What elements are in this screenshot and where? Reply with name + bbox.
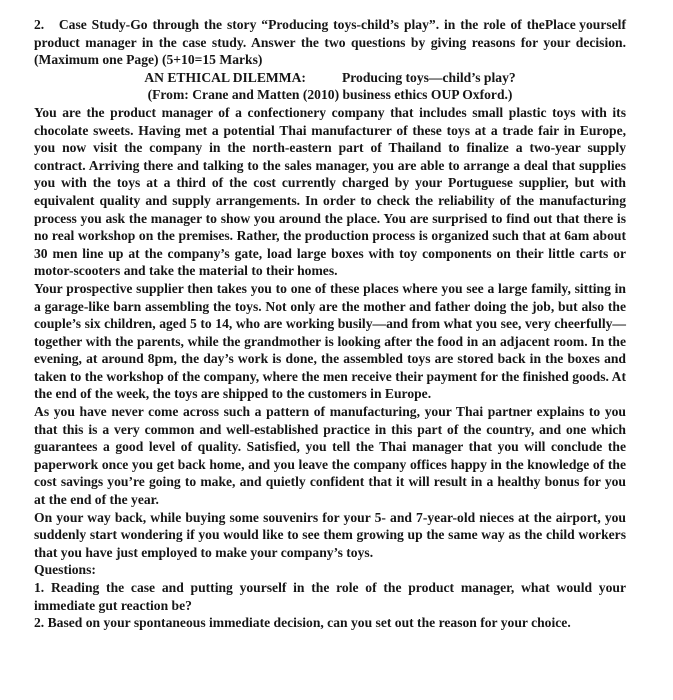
assignment-header [34, 16, 626, 69]
case-paragraph-2: Your prospective supplier then takes you to one of these places where you see a large family, sitting in a garage-like barn assembling the toys. Not only are the mother and father doing the job, but also the couple’s six children, aged 5 to 14, who are working busily—and from what you see, very cheerfully—together with the parents, while the grandmother is looking after the food in an adjacent room. In the evening, at around 8pm, the day’s work is done, the assembled toys are stored back in the boxes and taken to the workshop of the company, where the men receive their payment for the finished goods. At the end of the week, the toys are shipped to the customers in Europe. [34, 280, 626, 402]
case-source: (From: Crane and Matten (2010) business ethics OUP Oxford.) [147, 87, 513, 103]
assignment-instruction: in the role of the product manager in the case study. Answer the two questions by giving reasons for your decision. (Maximum one Page) (5+10=15 Marks) [34, 17, 626, 68]
case-title: Producing toys—child’s play? [341, 69, 516, 85]
case-label: AN ETHICAL DILEMMA: [144, 69, 306, 85]
case-paragraph-1: You are the product manager of a confectionery company that includes small plastic toys with its chocolate sweets. Having met a potential Thai manufacturer of these toys at a trade fair in Europe, you now visit the company in the north-eastern part of Thailand to finalize a two-year supply contract. Arriving there and talking to the sales manager, you are able to arrange a deal that supplies you with the toys at a third of the cost currently charged by your Portuguese supplier, but with equivalent quality and supply arrangements. In order to check the reliability of the manufacturing process you ask the manager to show you around the place. You are surprised to find out that there is no real workshop on the premises. Rather, the production process is organized such that at 6am about 30 men line up at the company’s gate, load large boxes with toy components on their little carts or motor-scooters and take the material to their homes. [34, 104, 626, 279]
case-paragraph-3: As you have never come across such a pattern of manufacturing, your Thai partner explains to you that this is a very common and well-established practice in this part of the country, and one which guarantees a good level of quality. Satisfied, you tell the Thai manager that you will conclude the paperwork once you get back home, and you leave the company offices happy in the knowledge of the cost savings you’re going to make, and quietly confident that it will result in a healthy bonus for you at the end of the year. [34, 404, 626, 508]
assignment-number: 2. [34, 17, 45, 32]
assignment-heading: Case Study-Go through the story “Producing toys-child’s play”. [58, 17, 440, 32]
case-paragraph-4: On your way back, while buying some souvenirs for your 5- and 7-year-old nieces at the airport, you suddenly start wondering if you would like to see them growing up the same way as the child workers that you have just employed to make your company’s toys. [34, 509, 626, 560]
assignment-heading-right: Place yourself [544, 17, 626, 32]
question-1: 1. Reading the case and putting yourself in the role of the product manager, what would your immediate gut reaction be? [34, 580, 626, 613]
question-2: 2. Based on your spontaneous immediate decision, can you set out the reason for your choice. [34, 615, 571, 631]
case-title-row [34, 69, 626, 87]
questions-label: Questions: [34, 562, 96, 578]
document-page [34, 16, 626, 632]
